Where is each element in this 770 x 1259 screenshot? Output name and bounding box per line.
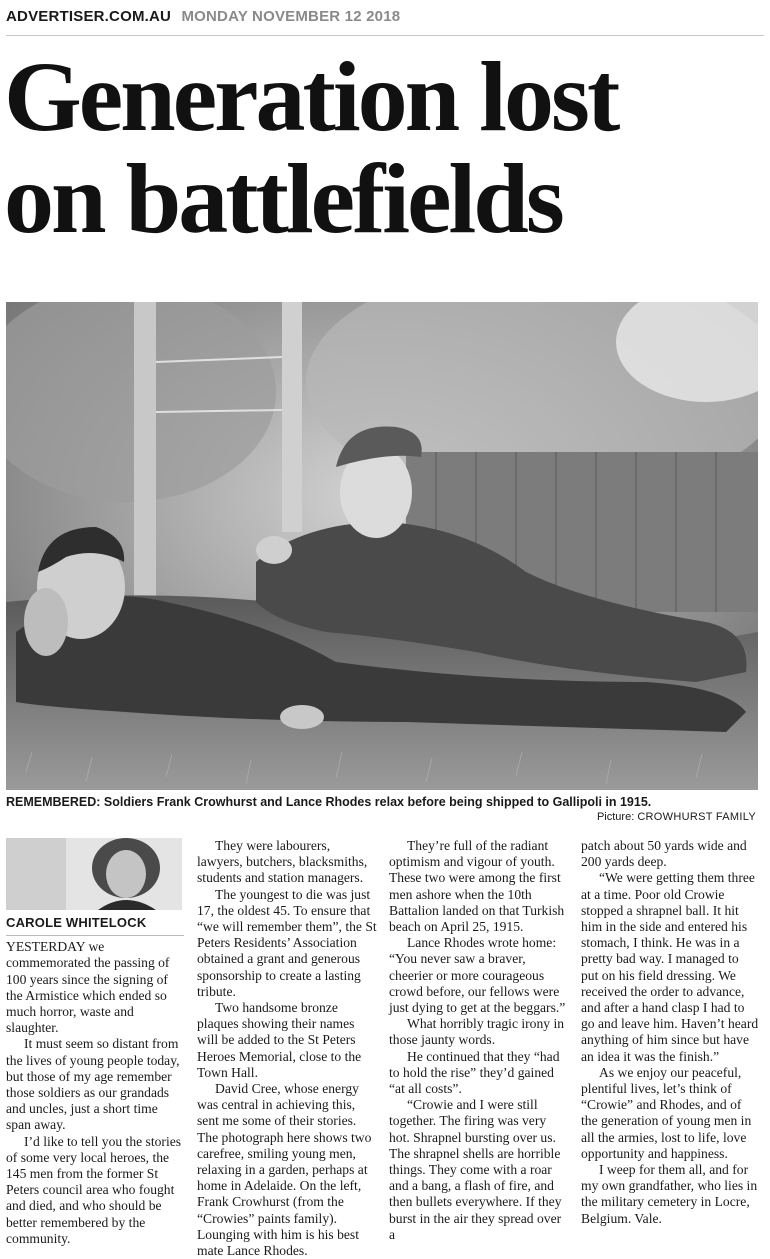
article-paragraph: David Cree, whose energy was central in achieving this, sent me some of their stories. The photograph here shows two carefree, smiling young men, relaxing in a garden, perhaps at home in Adelaide. On the left, Frank Crowhurst (from the “Crowies” paints family). Lounging with him is his best mate Lance Rhodes. <box>197 1081 372 1259</box>
author-portrait <box>6 838 182 910</box>
soldiers-photo <box>6 302 758 790</box>
article-paragraph: It must seem so distant from the lives of young people today, but those of my age remember those soldiers as our grandads and uncles, just a short time span away. <box>6 1036 180 1133</box>
author-photo <box>6 838 182 910</box>
article-paragraph: What horribly tragic irony in those jaunty words. <box>389 1016 565 1048</box>
article-paragraph: Two handsome bronze plaques showing their names will be added to the St Peters Heroes Memorial, close to the Town Hall. <box>197 1000 362 1080</box>
masthead <box>6 8 400 25</box>
photo-caption: REMEMBERED: Soldiers Frank Crowhurst and Lance Rhodes relax before being shipped to Gallipoli in 1915. <box>6 795 652 809</box>
headline-line-2: on battlefields <box>4 143 562 254</box>
photo-credit-label: Picture: <box>596 811 635 823</box>
headline <box>4 41 766 254</box>
masthead-site: ADVERTISER.COM.AU <box>6 8 172 25</box>
article-paragraph: patch about 50 yards wide and 200 yards deep. <box>581 838 747 870</box>
article-column-1 <box>6 838 184 1247</box>
article-paragraph: He continued that they “had to hold the rise” they’d gained “at all costs”. <box>389 1048 560 1097</box>
article-paragraph: “We were getting them three at a time. Poor old Crowie stopped a shrapnel ball. It hit him in the side and entered his stomach, I think. He was in a pretty bad way. I managed to put on his field dressing. We received the order to advance, and after a hand clasp I had to go and leave him. Haven’t heard anything of him since but have an idea it was the finish.” <box>581 870 759 1064</box>
article-paragraph: “Crowie and I were still together. The firing was very hot. Shrapnel bursting over us. The shrapnel shells are horrible things. They come with a roar and a bang, a flash of fire, and then bullets everywhere. If they burst in the air they spread over a <box>389 1097 562 1242</box>
headline-line-1: Generation lost <box>4 41 618 152</box>
article-paragraph: They’re full of the radiant optimism and vigour of youth. These two were among the first men ashore when the 10th Battalion landed on that Turkish beach on April 25, 1915. <box>389 838 565 935</box>
article-paragraph: I weep for them all, and for my own grandfather, who lies in the military cemetery in Locre, Belgium. Vale. <box>581 1162 758 1226</box>
article-paragraph: Lance Rhodes wrote home: “You never saw a braver, cheerier or more courageous crowd before, our fellows were just dying to get at the beggars.” <box>389 935 566 1016</box>
article-column-2 <box>197 838 377 1259</box>
author-byline: CAROLE WHITELOCK <box>6 915 184 936</box>
article-paragraph: They were labourers, lawyers, butchers, blacksmiths, students and station managers. <box>197 838 368 886</box>
article-paragraph: The youngest to die was just 17, the oldest 45. To ensure that “we will remember them”, the St Peters Residents’ Association obtained a grant and generous sponsorship to create a lasting tribute. <box>197 886 377 999</box>
photo-credit-source: CROWHURST FAMILY <box>637 811 756 823</box>
article-paragraph: I’d like to tell you the stories of some very local heroes, the 145 men from the former St Peters council area who fought and died, and who should be better remembered by the community. <box>6 1133 182 1246</box>
masthead-date: MONDAY NOVEMBER 12 2018 <box>181 8 401 25</box>
article-paragraph: As we enjoy our peaceful, plentiful lives, let’s think of “Crowie” and Rhodes, and of the generation of young men in all the armies, lost to life, love opportunity and happiness. <box>581 1064 752 1161</box>
soldiers-photo-illustration <box>6 302 758 790</box>
article-paragraph: YESTERDAY we commemorated the passing of 100 years since the signing of the Armistice which ended so much horror, waste and slaughter. <box>6 939 170 1036</box>
article-column-3 <box>389 838 567 1243</box>
article-column-4 <box>581 838 759 1227</box>
masthead-rule <box>6 35 764 36</box>
photo-credit <box>597 811 756 823</box>
